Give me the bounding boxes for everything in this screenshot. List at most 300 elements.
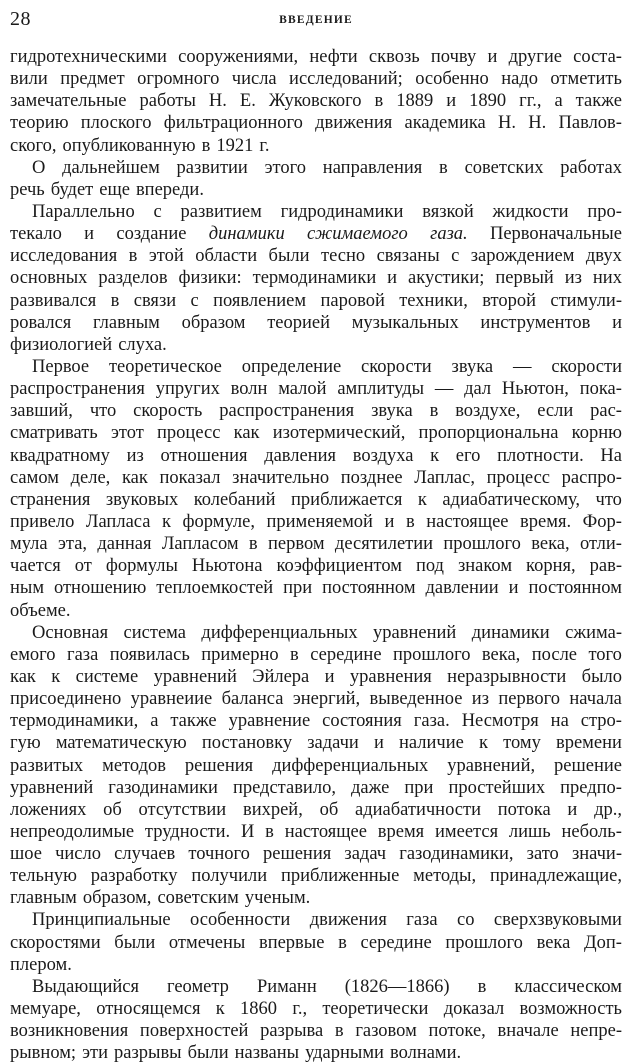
text-line [10,179,622,201]
paragraph [10,622,622,910]
word: газа. [430,224,468,245]
word: академика [404,113,486,134]
text-line [10,245,622,267]
word: лишь [508,821,551,842]
word: ского, [10,135,57,156]
body-text [10,46,622,1064]
word: разрыва [260,1021,324,1042]
word: теоретически [322,999,429,1020]
word: распространения [219,401,355,422]
word: опубликованную [62,135,196,156]
word: газа. [413,711,450,732]
word: волнами. [389,1043,462,1064]
word: разделов [98,268,168,289]
word: и [84,224,95,245]
word: к [430,445,440,466]
word: вихрей, [242,799,303,820]
text-line [10,577,622,599]
word: термодинамики, [10,711,139,732]
word: присоединено [10,689,122,710]
word: первом [268,534,325,555]
text-line [10,334,622,356]
word: первого [498,689,561,710]
word: середине [310,644,382,665]
word: середине [360,932,432,953]
word: в [248,534,258,555]
text-line [10,821,622,843]
word: в [334,1021,344,1042]
word: а [150,711,159,732]
word: двух [585,246,622,267]
word: гую [10,733,41,754]
word: примерно [201,644,279,665]
word: возникновения [10,1021,129,1042]
word: звука [451,356,494,377]
word: особенности [190,910,291,931]
word: дифференциальных [272,755,429,776]
paragraph [10,157,622,201]
text-line [10,267,622,289]
word: исследования [10,246,118,267]
word: об [319,799,339,820]
word: воздуха [352,445,414,466]
word: первый [495,268,554,289]
text-line [10,157,622,179]
text-line [10,378,622,400]
word: возможность [519,999,622,1020]
word: века, [481,644,521,665]
word: 1889 [396,91,434,112]
word: отношения [160,445,248,466]
word: уравнеиие [130,689,213,710]
text-line [10,666,622,688]
word: направления [322,157,423,178]
text-line [10,732,622,754]
word: уравнения [349,666,432,687]
word: емого [10,644,56,665]
word: И [240,821,255,842]
word: привело [10,511,75,532]
text-line [10,688,622,710]
text-line [10,511,622,533]
word: создание [116,224,187,245]
word: также [170,711,217,732]
word: образом, [82,888,152,909]
word: рас- [590,401,622,422]
word: сооружениями, [178,47,299,67]
word: принадлежащие, [489,866,622,887]
text-line [10,954,622,976]
word: а [554,91,563,112]
word: Павлов- [558,113,622,134]
word: самом [10,467,59,488]
word: рывном; [10,1043,77,1064]
word: другие [508,47,562,67]
word: энергий, [292,689,361,710]
word: в [429,401,439,422]
word: уравнений [373,622,457,643]
paragraph [10,976,622,1064]
word: доказал [443,999,505,1020]
word: сматривать [10,423,98,444]
word: в [405,511,415,532]
word: движения [309,910,387,931]
word: Н. [208,91,227,112]
word: вначале [497,1021,559,1042]
word: странения [10,489,91,510]
word: Выдающийся [32,976,139,997]
word: предпо- [560,777,622,798]
word: были [114,932,156,953]
word: приближается [291,489,403,510]
word: отметить [550,69,622,90]
word: уравнение [228,711,311,732]
paragraph [10,46,622,157]
word: приближенные [280,866,400,887]
text-line [10,710,622,732]
word: Жуковского [268,91,362,112]
word: с [451,246,460,267]
word: система [123,622,186,643]
word: и [387,268,398,289]
word: главным [93,312,160,333]
word: непреодолимые [10,821,135,842]
word: потока [497,799,551,820]
text-line [10,467,622,489]
word: состояния [322,711,402,732]
word: слуха. [118,334,167,355]
word: корня, [526,556,576,577]
word: развитии [176,157,248,178]
word: в [477,976,487,997]
word: показал [159,467,221,488]
word: к [478,733,488,754]
word: адиабатичности [355,799,481,820]
word: них [592,268,622,289]
word: непре- [570,1021,622,1042]
page-number: 28 [10,8,31,30]
text-line [10,445,622,467]
word: связи [133,290,177,311]
word: работы [139,91,196,112]
word: и [446,91,457,112]
word: формуле, [182,511,255,532]
word: с [153,201,162,222]
word: прошлого [443,534,521,555]
word: физиологией [10,334,113,355]
word: эта, [57,534,88,555]
word: (1826—1866) [344,976,450,997]
word: текало [10,224,62,245]
word: акустики; [408,268,485,289]
word: определение [241,356,342,377]
word: Основная [32,622,109,643]
word: дифференциальных [201,622,358,643]
word: стимули- [550,290,622,311]
word: как [121,467,148,488]
text-line [10,112,622,134]
word: процесс [157,423,221,444]
word: потоке, [428,1021,486,1042]
word: также [575,91,622,112]
text-line [10,422,622,444]
paragraph [10,201,622,356]
word: из [126,445,144,466]
word: и [487,47,498,67]
word: этой [148,246,184,267]
word: прошлого [445,932,523,953]
text-line [10,46,622,68]
word: ровался [10,312,72,333]
word: если [537,401,574,422]
word: еще [99,179,130,200]
word: задач [344,844,387,865]
word: его [455,445,481,466]
word: плером. [10,954,72,975]
word: Параллельно [32,201,135,222]
word: развитых [10,755,84,776]
word: системе [75,666,139,687]
word: как [10,666,36,687]
word: того [588,644,622,665]
word: и [612,312,622,333]
word: задачи [307,733,359,754]
word: движения [315,113,393,134]
word: получили [191,866,268,887]
word: завший, [10,401,73,422]
word: исследований; [289,69,403,90]
word: названы [234,1043,300,1064]
word: отсутствии [138,799,227,820]
word: простейших [448,777,546,798]
word: к [51,666,61,687]
word: — [512,356,532,377]
word: про- [587,201,622,222]
word: Доп- [583,932,622,953]
word: об [103,799,122,820]
word: Лаплас, [414,467,475,488]
word: трудности. [144,821,231,842]
word: газодинамики [108,777,218,798]
word: теоретическое [108,356,222,377]
word: будет [50,179,94,200]
word: неболь- [561,821,622,842]
word: квадратному [10,445,110,466]
word: пока- [579,379,622,400]
word: разработку [90,866,178,887]
paragraph [10,356,622,622]
text-line [10,290,622,312]
word: скорости [361,356,432,377]
word: Эйлера [252,666,310,687]
word: отмечены [168,932,246,953]
word: Риманн [256,976,317,997]
text-line [10,90,622,112]
text-line [10,622,622,644]
word: инструментов [480,312,591,333]
word: число [55,844,101,865]
word: звука [371,401,413,422]
word: начала [569,689,622,710]
word: решения [263,844,332,865]
text-line [10,799,622,821]
word: к [417,489,427,510]
word: в [374,91,384,112]
word: наличие [399,733,464,754]
word: тесно [320,246,366,267]
word: что [595,489,622,510]
word: Принципиальные [32,910,171,931]
word: разрывы [114,1043,182,1064]
word: представило, [232,777,336,798]
word: века, [531,534,570,555]
word: точного [188,844,250,865]
word: неразрывности [447,666,567,687]
word: числа [231,69,277,90]
word: процесс [486,467,551,488]
word: изотермический, [272,423,406,444]
word: стро- [580,711,622,732]
word: физики: [178,268,242,289]
text-line [10,887,622,909]
text-line [10,533,622,555]
word: ударными [305,1043,384,1064]
word: мемуаре, [10,999,81,1020]
word: сверхзвуковыми [493,910,622,931]
word: появилась [109,644,190,665]
word: даже [350,777,390,798]
word: объеме. [10,600,71,621]
word: гидродинамики [280,201,404,222]
word: в [290,644,299,665]
word: почву [430,47,477,67]
word: ученым. [244,888,311,909]
word: впервые [258,932,325,953]
word: амплитуды [337,379,425,400]
word: настоящее [284,821,367,842]
word: в [265,821,274,842]
text-line [10,489,622,511]
word: Ньютон, [501,379,569,400]
word: десятилетии [334,534,434,555]
text-line [10,600,622,622]
word: надо [501,69,538,90]
word: отли- [579,534,622,555]
word: теплоемкостей [156,578,274,599]
word: главным [10,888,77,909]
word: время [377,821,425,842]
paragraph [10,909,622,975]
text-line [10,356,622,378]
word: постановку [201,733,293,754]
word: советским [157,888,239,909]
word: Первое [32,356,90,377]
word: пропорциональна [418,423,559,444]
word: Первоначальные [489,224,622,245]
word: от [74,556,92,577]
word: фильтрационного [163,113,303,134]
word: настоящее [426,511,509,532]
word: замечательные [10,91,127,112]
word: мула [10,534,48,555]
word: решение [554,755,622,776]
word: вили [10,69,48,90]
word: применяемой [266,511,373,532]
word: этого [264,157,307,178]
word: впереди. [135,179,204,200]
word: значи- [571,844,622,865]
word: при [283,578,313,599]
word: в [201,135,211,156]
word: паровой [320,290,385,311]
text-line [10,223,622,245]
word: уравнений [10,777,94,798]
text-line [10,755,622,777]
word: с [190,290,199,311]
word: Фор- [582,511,622,532]
text-line [10,1042,622,1064]
word: к [215,999,225,1020]
word: в [439,157,448,178]
text-line [10,932,622,954]
word: второй [482,290,536,311]
word: в [128,246,138,267]
word: соста- [573,47,622,67]
word: время. [520,511,572,532]
word: Лапласа [85,511,151,532]
word: давлении [425,578,499,599]
word: формулы [105,556,178,577]
word: и [384,511,395,532]
text-line [10,201,622,223]
word: методы, [413,866,477,887]
word: дал [464,379,492,400]
word: дальнейшем [62,157,160,178]
word: г. [259,135,270,156]
word: гг., [519,91,542,112]
word: Е. [239,91,256,112]
text-line [10,865,622,887]
word: времени [555,733,622,754]
word: выведенное [369,689,463,710]
text-line [10,777,622,799]
word: колебаний [193,489,276,510]
text-line [10,998,622,1020]
text-line [10,843,622,865]
word: техники, [399,290,468,311]
word: скоростями [10,932,101,953]
word: образом [181,312,246,333]
word: теорией [267,312,331,333]
running-head: ВВЕДЕНИЕ [279,14,353,26]
word: корню [571,423,622,444]
word: нефти [309,47,358,67]
word: области [195,246,258,267]
word: чается [10,556,61,577]
word: Лапласом [161,534,239,555]
word: из [471,689,490,710]
word: что [89,401,117,422]
word: газа [406,910,438,931]
word: плоского [80,113,152,134]
word: развивался [10,290,97,311]
word: методов [102,755,166,776]
word: огромного [137,69,220,90]
word: скорость [133,401,203,422]
word: газовом [355,1021,417,1042]
word: давления [264,445,337,466]
word: динамики [208,224,285,245]
